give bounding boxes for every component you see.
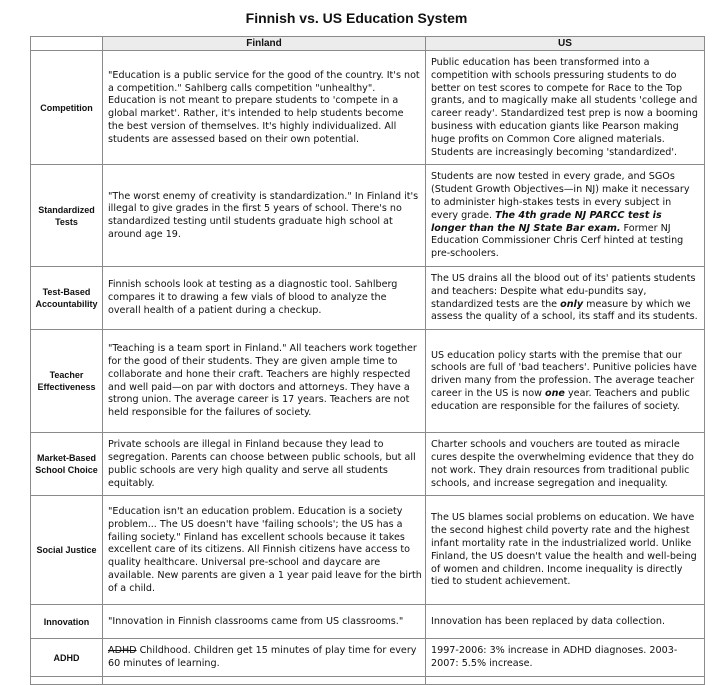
finland-cell: "Education is a public service for the good of the country. It's not a competition." Sahlberg calls competition "unhealthy". Education is not meant to prepare students to 'compete in a global market'. Rather, it's intended to help students become the best version of themselves. It's highly individualized. All students are assessed based on their own potential. bbox=[103, 51, 426, 165]
finland-cell: "Innovation in Finnish classrooms came from US classrooms." bbox=[103, 605, 426, 639]
table-row bbox=[31, 433, 705, 496]
row-category: Test-Based Accountability bbox=[31, 266, 103, 329]
header-finland: Finland bbox=[103, 37, 426, 51]
us-emphasis: only bbox=[560, 298, 584, 310]
finland-cell: "The worst enemy of creativity is standardization." In Finland it's illegal to give grades in the first 5 years of school. There's no standardized testing until students graduate high school at around age 19. bbox=[103, 165, 426, 267]
finland-cell: "Education isn't an education problem. Education is a society problem... The US doesn't have 'failing schools'; the US has a failing society." Finland has excellent schools because it takes excellent care of its citizens. All Finnish citizens have access to quality healthcare. Universal pre-school and daycare are available. New parents are given a 1 year paid leave for the birth of a child. bbox=[103, 496, 426, 605]
us-text: measure by which we assess the quality of a school, its staff and its students. bbox=[431, 298, 698, 323]
table-row bbox=[31, 266, 705, 329]
empty-cell bbox=[426, 676, 705, 684]
comparison-table bbox=[30, 36, 705, 685]
us-text: Students are now tested in every grade, and SGOs (Student Growth Objectives—in NJ) make it necessary to administer high-stakes tests in every subject in every grade. bbox=[431, 171, 690, 221]
table-row bbox=[31, 639, 705, 677]
row-category: ADHD bbox=[31, 639, 103, 677]
page-title: Finnish vs. US Education System bbox=[245, 10, 468, 26]
us-text: year. Teachers and public education are responsible for the failures of society. bbox=[431, 388, 690, 412]
row-category: Social Justice bbox=[31, 496, 103, 605]
table-row bbox=[31, 51, 705, 165]
us-cell bbox=[426, 165, 705, 267]
row-category: Competition bbox=[31, 51, 103, 165]
row-category: Standardized Tests bbox=[31, 165, 103, 267]
row-category: Teacher Effectiveness bbox=[31, 330, 103, 433]
finland-strikethrough: ADHD bbox=[108, 645, 137, 657]
us-text: US education policy starts with the premise that our schools are full of 'bad teachers'. Punitive policies have driven many from the profession. The average teacher career in the US is now bbox=[431, 349, 697, 400]
us-text: The US drains all the blood out of its' patients students and teachers: Despite what edu-pundits say, standardized tests are the bbox=[431, 272, 696, 310]
us-cell: The US blames social problems on education. We have the second highest child poverty rate and the highest infant mortality rate in the industrialized world. Unlike Finland, the US doesn't value the health and well-being of women and children. Income inequality is directly tied to student achievement. bbox=[426, 496, 705, 605]
finland-cell: Private schools are illegal in Finland because they lead to segregation. Parents can choose between public schools, but all public schools are very high quality and serve all students equitably. bbox=[103, 433, 426, 496]
row-category: Market-Based School Choice bbox=[31, 433, 103, 496]
empty-cell bbox=[103, 676, 426, 684]
us-text: Former NJ Education Commissioner Chris Cerf hinted at testing pre-schoolers. bbox=[431, 222, 684, 260]
us-cell bbox=[426, 266, 705, 329]
header-blank-cell bbox=[31, 37, 103, 51]
table-row bbox=[31, 496, 705, 605]
finland-cell: Finnish schools look at testing as a diagnostic tool. Sahlberg compares it to drawing a few vials of blood to analyze the overall health of a patient during a checkup. bbox=[103, 266, 426, 329]
us-cell: Public education has been transformed into a competition with schools pressuring students to do better on test scores to compete for Race to the Top grants, and to magically make all students 'college and career ready'. Standardized test prep is now a booming business with education giants like Pearson making huge profits on Common Core aligned materials. Students are increasingly becoming 'standardized'. bbox=[426, 51, 705, 165]
us-cell: 1997-2006: 3% increase in ADHD diagnoses. 2003-2007: 5.5% increase. bbox=[426, 639, 705, 677]
us-emphasis: one bbox=[545, 388, 565, 400]
table-row-empty bbox=[31, 676, 705, 684]
finland-cell: "Teaching is a team sport in Finland." All teachers work together for the good of their students. They are given ample time to collaborate and hone their craft. Teachers are highly respected and well paid—on par with doctors and attorneys. They have a strong union. The average career is 17 years. Teachers are not held responsible for the failures of society. bbox=[103, 330, 426, 433]
table-row bbox=[31, 330, 705, 433]
header-row bbox=[31, 37, 705, 51]
table-row bbox=[31, 165, 705, 267]
us-emphasis: The 4th grade NJ PARCC test is longer than the NJ State Bar exam. bbox=[431, 209, 662, 234]
us-cell: Charter schools and vouchers are touted as miracle cures despite the overwhelming evidence that they do not work. They drain resources from traditional public schools, and increase segregation and inequality. bbox=[426, 433, 705, 496]
row-category: Innovation bbox=[31, 605, 103, 639]
empty-cell bbox=[31, 676, 103, 684]
header-us: US bbox=[426, 37, 705, 51]
finland-cell bbox=[103, 639, 426, 677]
us-cell bbox=[426, 330, 705, 433]
finland-text: Childhood. Children get 15 minutes of play time for every 60 minutes of learning. bbox=[108, 645, 417, 670]
table-row bbox=[31, 605, 705, 639]
us-cell: Innovation has been replaced by data collection. bbox=[426, 605, 705, 639]
